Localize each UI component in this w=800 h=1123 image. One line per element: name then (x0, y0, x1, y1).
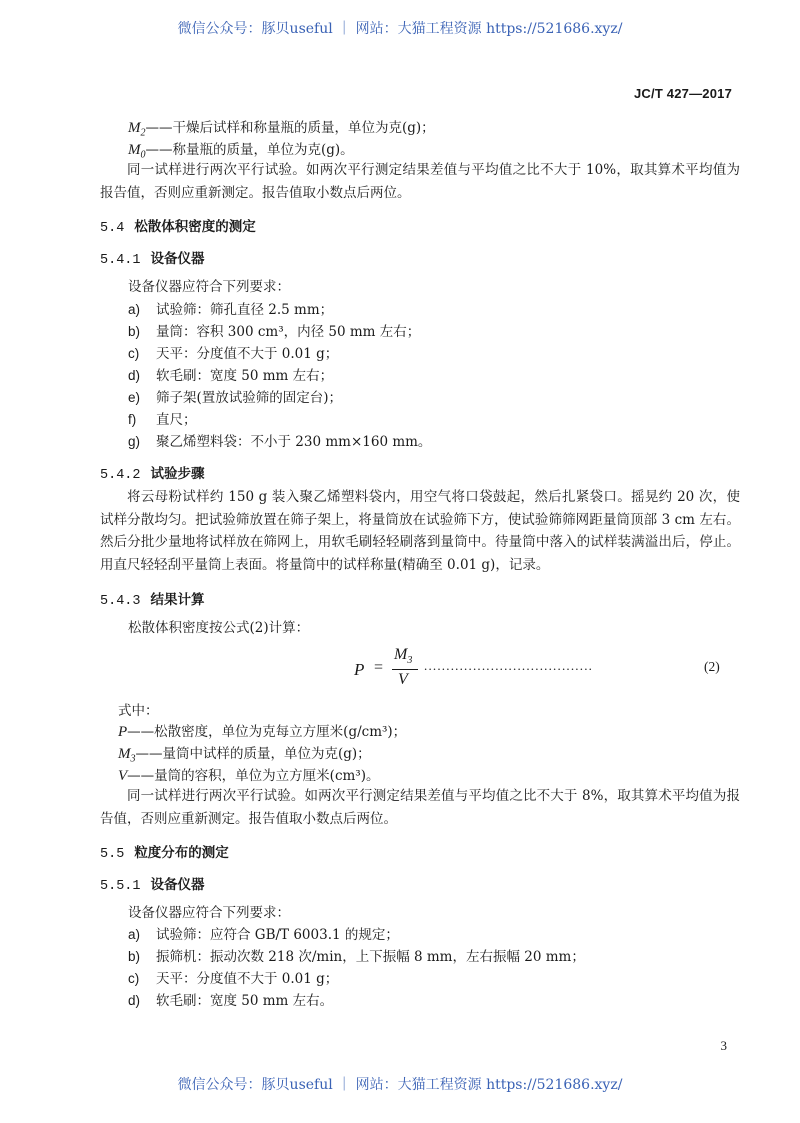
section-5-4-heading: 5.4 松散体积密度的测定 (100, 219, 256, 236)
s541-intro: 设备仪器应符合下列要求： (128, 279, 290, 295)
formula-2 (354, 646, 734, 690)
section-5-5-1-heading: 5.5.1 设备仪器 (100, 877, 205, 894)
formula-numerator: $M_3$ (394, 646, 413, 667)
section-5-4-3-heading: 5.4.3 结果计算 (100, 592, 205, 609)
formula-denominator: V (398, 671, 408, 688)
s551-intro: 设备仪器应符合下列要求： (128, 905, 290, 921)
list-item: c) 天平：分度值不大于 0.01 g； (128, 971, 339, 987)
list-item: d) 软毛刷：宽度 50 mm 左右； (128, 368, 334, 384)
formula-equals: = (374, 659, 384, 676)
watermark-bottom: 微信公众号：豚贝useful ｜ 网站：大猫工程资源 https://521686.xyz/ (177, 1077, 623, 1093)
list-item: a) 试验筛：筛孔直径 2.5 mm； (128, 302, 334, 318)
standard-number: JC/T 427—2017 (634, 86, 732, 101)
s543-intro: 松散体积密度按公式(2)计算： (128, 620, 310, 636)
page-number: 3 (720, 1038, 727, 1053)
list-item: d) 软毛刷：宽度 50 mm 左右。 (128, 993, 334, 1009)
list-item: g) 聚乙烯塑料袋：不小于 230 mm×160 mm。 (128, 434, 432, 450)
s543-paragraph: 同一试样进行两次平行试验。如两次平行测定结果差值与平均值之比不大于 8%，取其算术平均值为报告值，否则应重新测定。报告值取小数点后两位。 (100, 788, 740, 827)
watermark-top: 微信公众号：豚贝useful ｜ 网站：大猫工程资源 https://521686.xyz/ (177, 21, 623, 37)
where-label: 式中： (118, 703, 159, 719)
definition-m0: $M_0——$称量瓶的质量，单位为克(g)。 (128, 142, 354, 161)
definition-v: V——量筒的容积，单位为立方厘米(cm³)。 (118, 768, 380, 784)
list-item: c) 天平：分度值不大于 0.01 g； (128, 346, 339, 362)
section-5-4-2-heading: 5.4.2 试验步骤 (100, 466, 205, 483)
section-5-5-heading: 5.5 粒度分布的测定 (100, 845, 229, 862)
definition-m3: $M_3——$量筒中试样的质量，单位为克(g)； (118, 746, 371, 765)
definition-p: P——松散密度，单位为克每立方厘米(g/cm³)； (118, 724, 407, 740)
s542-paragraph: 将云母粉试样约 150 g 装入聚乙烯塑料袋内，用空气将口袋鼓起，然后扎紧袋口。摇晃约 20 次，使试样分散均匀。把试验筛放置在筛子架上，将量筒放在试验筛下方，使试验筛筛网距量筒顶部 3 cm 左右。然后分批少量地将试样放在筛网上，用软毛刷轻轻刷落到量筒中。待量筒中落入的试样装满溢出后，停止。用直尺轻轻刮平量筒上表面。将量筒中的试样称量(精确至 0.01 g)，记录。 (100, 489, 740, 573)
list-item: f) 直尺； (128, 412, 197, 428)
formula-leader-dots: ...................................... (424, 658, 594, 673)
definition-m2: $M_2——$干燥后试样和称量瓶的质量，单位为克(g)； (128, 120, 435, 139)
section-5-4-1-heading: 5.4.1 设备仪器 (100, 251, 205, 268)
fraction-bar (392, 669, 418, 670)
formula-number: (2) (704, 659, 720, 674)
formula-lhs: P (354, 660, 365, 679)
list-item: e) 筛子架(置放试验筛的固定台)； (128, 390, 343, 406)
list-item: b) 振筛机：振动次数 218 次/min，上下振幅 8 mm，左右振幅 20 mm； (128, 949, 585, 965)
top-paragraph: 同一试样进行两次平行试验。如两次平行测定结果差值与平均值之比不大于 10%，取其算术平均值为报告值，否则应重新测定。报告值取小数点后两位。 (100, 162, 740, 201)
list-item: b) 量筒：容积 300 cm³，内径 50 mm 左右； (128, 324, 421, 340)
list-item: a) 试验筛：应符合 GB/T 6003.1 的规定； (128, 927, 399, 943)
